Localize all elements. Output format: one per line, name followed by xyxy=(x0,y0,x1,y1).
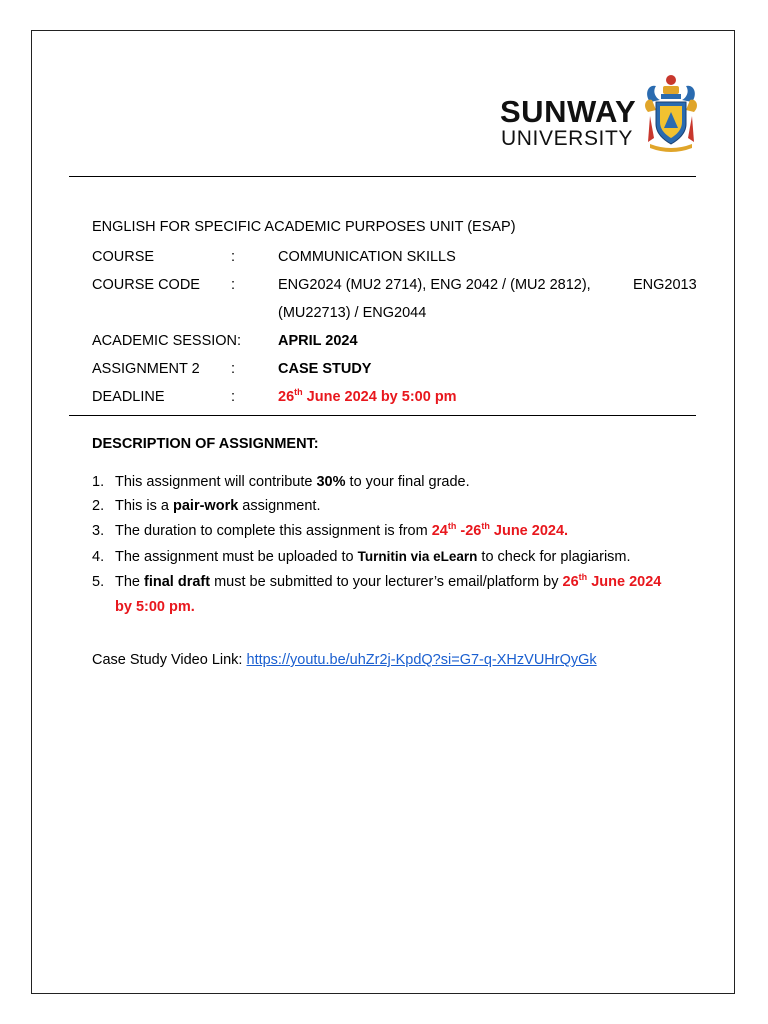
list-item-2-number: 2. xyxy=(92,498,105,514)
list-item-3-number: 3. xyxy=(92,523,105,539)
list-item-4-number: 4. xyxy=(92,549,105,565)
course-label: COURSE xyxy=(92,249,155,265)
course-code-value-3: (MU22713) / ENG2044 xyxy=(278,305,427,321)
assignment-value: CASE STUDY xyxy=(278,361,372,377)
list-item-1-number: 1. xyxy=(92,474,105,490)
assignment-colon: : xyxy=(231,361,236,377)
course-code-value-1: ENG2024 (MU2 2714), ENG 2042 / (MU2 2812), xyxy=(278,277,591,293)
video-link-label: Case Study Video Link: xyxy=(92,652,247,668)
list-item-1: This assignment will contribute 30% to your final grade. xyxy=(115,474,470,490)
header-divider xyxy=(69,176,696,177)
logo-line2: UNIVERSITY xyxy=(501,127,634,150)
list-item-4: The assignment must be uploaded to Turnitin via eLearn to check for plagiarism. xyxy=(115,549,631,565)
course-colon: : xyxy=(231,249,236,265)
deadline-colon: : xyxy=(231,389,236,405)
details-divider xyxy=(69,415,696,416)
deadline-label: DEADLINE xyxy=(92,389,165,405)
video-link[interactable]: https://youtu.be/uhZr2j-KpdQ?si=G7-q-XHzVUHrQyGk xyxy=(246,652,597,668)
course-code-colon: : xyxy=(231,277,236,293)
deadline-value: 26th June 2024 by 5:00 pm xyxy=(278,387,457,405)
unit-title: ENGLISH FOR SPECIFIC ACADEMIC PURPOSES UNIT (ESAP) xyxy=(92,219,516,235)
course-code-value-2: ENG2013 xyxy=(633,277,697,293)
list-item-5-number: 5. xyxy=(92,574,105,590)
course-code-label: COURSE CODE xyxy=(92,277,200,293)
session-label: ACADEMIC SESSION: xyxy=(92,333,242,349)
university-logo xyxy=(500,72,700,152)
university-crest-icon xyxy=(642,72,700,152)
list-item-2: This is a pair-work assignment. xyxy=(115,498,321,514)
list-item-5-continued: by 5:00 pm. xyxy=(115,599,195,615)
list-item-5: The final draft must be submitted to your lecturer’s email/platform by 26th June 2024 xyxy=(115,572,662,590)
course-value: COMMUNICATION SKILLS xyxy=(278,249,456,265)
logo-line1: SUNWAY xyxy=(500,94,637,129)
description-heading: DESCRIPTION OF ASSIGNMENT: xyxy=(92,436,319,452)
list-item-3: The duration to complete this assignment is from 24th -26th June 2024. xyxy=(115,521,569,539)
assignment-label: ASSIGNMENT 2 xyxy=(92,361,200,377)
session-value: APRIL 2024 xyxy=(278,333,358,349)
video-link-line xyxy=(92,651,597,669)
